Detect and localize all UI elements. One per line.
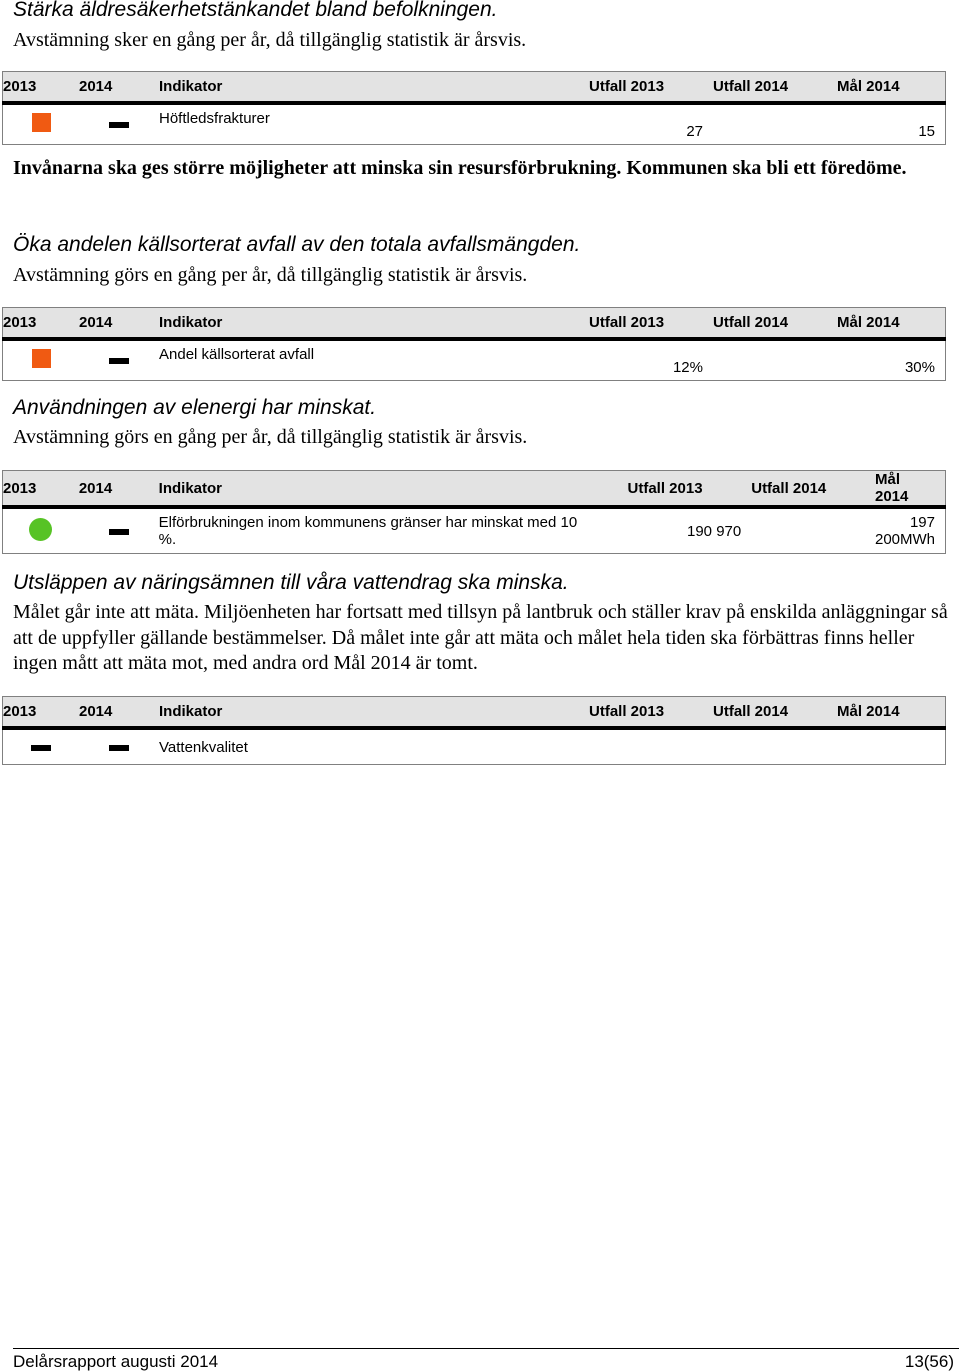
col-utfall-2013: Utfall 2013 [589, 697, 713, 729]
goal-note: Avstämning sker en gång per år, då tillgänglig statistik är årsvis. [13, 29, 527, 51]
indicator-name: Elförbrukningen inom kommunens gränser har minskat med 10 %. [158, 514, 578, 548]
dash-icon [31, 745, 51, 751]
col-utfall-2013: Utfall 2013 [589, 308, 713, 340]
goal-title: Stärka äldresäkerhetstänkandet bland befolkningen. [13, 0, 498, 21]
col-utfall-2014: Utfall 2014 [713, 697, 837, 729]
col-mal-2014: Mål 2014 [875, 471, 946, 508]
col-2013: 2013 [3, 471, 79, 508]
mal-2014-value: 15 [918, 123, 935, 140]
section-heading: Invånarna ska ges större möjligheter att minska sin resursförbrukning. Kommunen ska bli ett föredöme. [13, 157, 907, 179]
green-circle-icon [29, 518, 52, 541]
goal-note: Avstämning görs en gång per år, då tillgänglig statistik är årsvis. [13, 264, 528, 286]
utfall-2013-value: 27 [686, 123, 703, 140]
indicator-table [2, 71, 946, 145]
goal-note: Målet går inte att mäta. Miljöenheten har fortsatt med tillsyn på lantbruk och ställer krav på enskilda anläggningar så att de uppfyller gällande bestämmelser. Då målet inte går att mäta och målet hela tiden ska förbättras finns heller ingen mått att mäta mot, med andra ord Mål 2014 är tomt. [13, 601, 948, 674]
col-2013: 2013 [3, 308, 80, 340]
utfall-2014-value [751, 507, 875, 554]
orange-square-icon [32, 113, 51, 132]
col-indikator: Indikator [159, 72, 589, 104]
orange-square-icon [32, 349, 51, 368]
table-row [3, 103, 946, 145]
status-2014-cell [79, 103, 159, 145]
table-header-row [3, 308, 946, 340]
footer-divider [13, 1348, 959, 1349]
status-2014-cell [79, 507, 159, 554]
col-indikator: Indikator [159, 697, 589, 729]
utfall-2013-value: 190 970 [687, 522, 742, 540]
dash-icon [109, 745, 129, 751]
col-mal-2014: Mål 2014 [837, 308, 946, 340]
col-2014: 2014 [79, 471, 159, 508]
col-2013: 2013 [3, 72, 80, 104]
status-2013-cell [3, 728, 80, 765]
indicator-name: Vattenkvalitet [159, 738, 248, 756]
page-number: 13(56) [904, 1352, 954, 1371]
utfall-2013-value [589, 728, 713, 765]
indicator-table [2, 696, 946, 765]
status-2014-cell [79, 728, 159, 765]
mal-2014-value: 197 200MWh [874, 514, 936, 548]
col-mal-2014: Mål 2014 [837, 72, 946, 104]
indicator-name: Andel källsorterat avfall [159, 346, 315, 363]
table-header-row [3, 697, 946, 729]
footer-title: Delårsrapport augusti 2014 [13, 1352, 219, 1371]
status-2014-cell [79, 339, 159, 381]
col-utfall-2013: Utfall 2013 [589, 72, 713, 104]
table-header-row [3, 72, 946, 104]
col-2014: 2014 [79, 308, 159, 340]
utfall-2014-value [713, 339, 837, 381]
utfall-2014-value [713, 728, 837, 765]
col-utfall-2014: Utfall 2014 [713, 72, 837, 104]
col-indikator: Indikator [159, 471, 628, 508]
dash-icon [109, 358, 129, 364]
indicator-name: Höftledsfrakturer [159, 110, 270, 127]
dash-icon [109, 529, 129, 535]
col-utfall-2013: Utfall 2013 [628, 471, 752, 508]
col-utfall-2014: Utfall 2014 [713, 308, 837, 340]
utfall-2013-value: 12% [672, 359, 703, 376]
col-utfall-2014: Utfall 2014 [751, 471, 875, 508]
goal-note: Avstämning görs en gång per år, då tillgänglig statistik är årsvis. [13, 426, 528, 448]
indicator-table [2, 307, 946, 381]
table-row [3, 728, 946, 765]
goal-title: Utsläppen av näringsämnen till våra vattendrag ska minska. [13, 571, 569, 594]
mal-2014-value: 30% [904, 359, 935, 376]
table-row [3, 507, 946, 554]
col-indikator: Indikator [159, 308, 589, 340]
col-2014: 2014 [79, 697, 159, 729]
status-2013-cell [3, 339, 80, 381]
mal-2014-value [837, 728, 946, 765]
status-2013-cell [3, 103, 80, 145]
table-row [3, 339, 946, 381]
col-2014: 2014 [79, 72, 159, 104]
goal-title: Öka andelen källsorterat avfall av den totala avfallsmängden. [13, 233, 581, 256]
utfall-2014-value [713, 103, 837, 145]
table-header-row [3, 471, 946, 508]
col-2013: 2013 [3, 697, 80, 729]
goal-title: Användningen av elenergi har minskat. [13, 396, 377, 419]
col-mal-2014: Mål 2014 [837, 697, 946, 729]
status-2013-cell [3, 507, 79, 554]
dash-icon [109, 122, 129, 128]
indicator-table [2, 470, 946, 554]
